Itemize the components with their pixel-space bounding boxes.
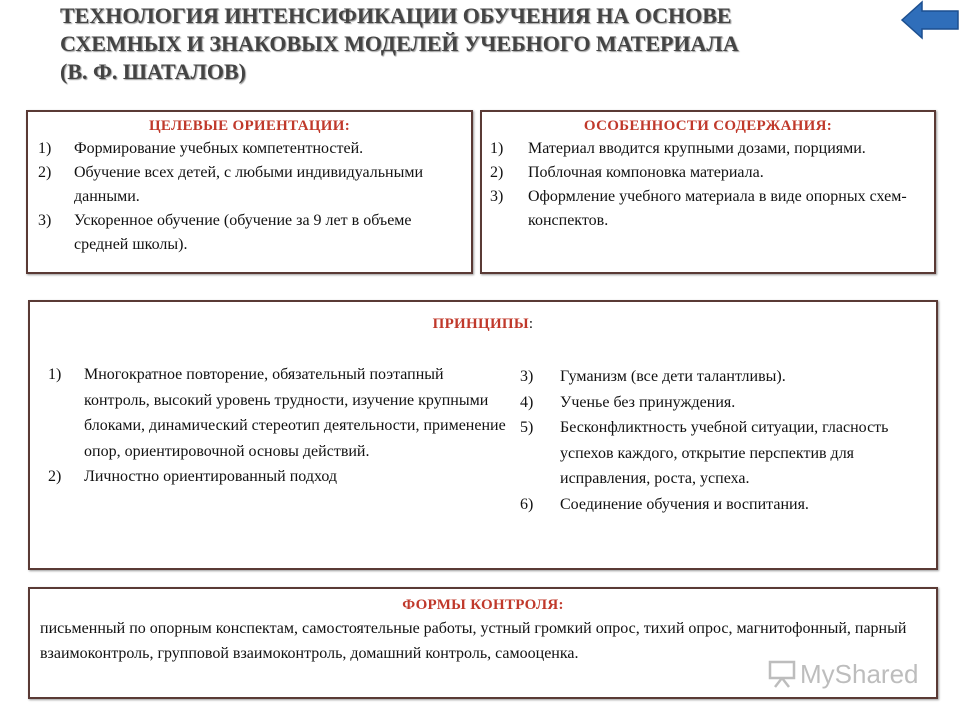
principles-left-list (48, 362, 508, 490)
list-item: 3) Оформление учебного материала в виде опорных схем-конспектов. (490, 188, 907, 229)
control-forms-heading: ФОРМЫ КОНТРОЛЯ: (402, 597, 564, 613)
target-orientations-heading: ЦЕЛЕВЫЕ ОРИЕНТАЦИИ: (148, 118, 351, 134)
list-item: 4) Ученье без принуждения. (520, 393, 736, 411)
content-features-box (480, 110, 936, 274)
list-item: 3) Ускоренное обучение (обучение за 9 лет в объеме средней школы). (38, 212, 412, 253)
control-forms-text: письменный по опорным конспектам, самостоятельные работы, устный громкий опрос, тихий опрос, магнитофонный, парный взаимоконтроль, групповой взаимоконтроль, домашний контроль, самооценка. (40, 620, 907, 662)
target-orientations-box (26, 110, 473, 274)
content-features-heading: ОСОБЕННОСТИ СОДЕРЖАНИЯ: (583, 118, 833, 134)
list-item: 1) Формирование учебных компетентностей. (38, 140, 364, 157)
principles-box (28, 300, 938, 570)
title-line-2: СХЕМНЫХ И ЗНАКОВЫХ МОДЕЛЕЙ УЧЕБНОГО МАТЕРИАЛА (60, 31, 739, 56)
list-item: 1) Материал вводится крупными дозами, порциями. (490, 140, 866, 157)
list-item: 3) Гуманизм (все дети талантливы). (520, 368, 786, 385)
presentation-icon (768, 659, 796, 689)
title-line-3: (В. Ф. ШАТАЛОВ) (60, 59, 246, 84)
list-item: 5) Бесконфликтность учебной ситуации, гласность успехов каждого, открытие перспектив для исправления, роста, успеха. (520, 419, 889, 487)
principles-heading: ПРИНЦИПЫ: (432, 316, 534, 332)
list-item: 2) Обучение всех детей, с любыми индивидуальными данными. (38, 164, 424, 205)
list-item: 2) Личностно ориентированный подход (48, 468, 338, 485)
watermark-text: MyShared (800, 658, 919, 689)
list-item: 1) Многократное повторение, обязательный поэтапный контроль, высокий уровень трудности, изучение крупными блоками, динамический стереотип деятельности, применение опор, ориентировочной основы действий. (48, 366, 506, 460)
target-orientations-list (38, 137, 461, 257)
content-features-list (490, 137, 924, 233)
back-arrow-icon (900, 0, 960, 40)
page-title (60, 2, 880, 86)
principles-right-list (520, 364, 920, 517)
title-line-1: ТЕХНОЛОГИЯ ИНТЕНСИФИКАЦИИ ОБУЧЕНИЯ НА ОСНОВЕ (60, 3, 732, 28)
list-item: 2) Поблочная компоновка материала. (490, 164, 764, 181)
back-arrow-button[interactable] (900, 0, 960, 40)
watermark (768, 656, 928, 692)
list-item: 6) Соединение обучения и воспитания. (520, 495, 809, 513)
